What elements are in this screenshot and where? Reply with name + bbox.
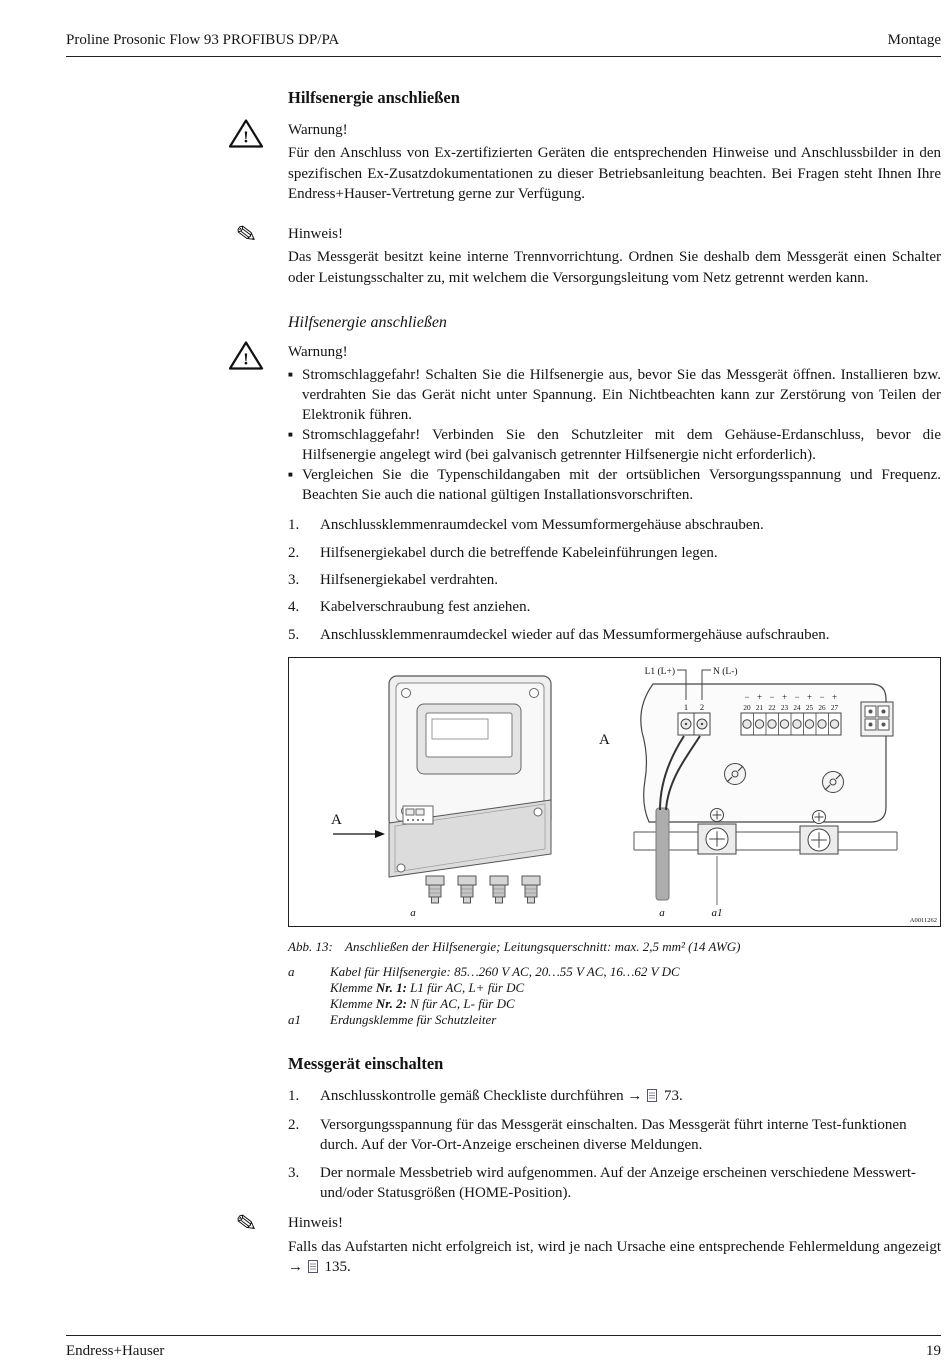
terminal-number: 23 — [780, 703, 789, 712]
terminal-polarity: − — [744, 691, 750, 702]
list-item — [288, 1115, 941, 1156]
step-text: Versorgungsspannung für das Messgerät einschalten. Das Messgerät führt interne Test-funktionen durch. Auf der Vor-Ort-Anzeige erscheinen diverse Meldungen. — [320, 1117, 907, 1154]
page-body — [233, 64, 941, 1279]
cable-glands — [426, 876, 540, 903]
legend-row-a1 — [288, 1012, 941, 1028]
page-footer — [66, 1335, 941, 1360]
n-terminal-label: N (L-) — [713, 666, 738, 677]
list-item — [288, 515, 941, 535]
step-number: 1. — [288, 1087, 300, 1104]
header-chapter: Montage — [887, 32, 941, 48]
step-text: Der normale Messbetrieb wird aufgenommen. Auf der Anzeige erscheinen verschiedene Messwert- und/oder Statusgrößen (HOME-Position). — [320, 1164, 917, 1202]
terminal-polarity: − — [819, 691, 825, 702]
step-text — [320, 1086, 941, 1108]
section-title-hilfsenergie: Hilfsenergie anschließen — [288, 88, 460, 107]
bullet-item: ■ Stromschlaggefahr! Verbinden Sie den Schutzleiter mit dem Gehäuse-Erdanschluss, bevor die Hilfsenergie angelegt wird (bei galvanisch getrennter Hilfsenergie nicht erforderlich). — [288, 425, 941, 465]
list-item — [288, 543, 941, 563]
note-block-2 — [233, 1208, 941, 1279]
svg-text:!: ! — [243, 349, 249, 369]
legend-text: Klemme — [330, 979, 376, 995]
note-text — [288, 1237, 941, 1280]
terminal-polarity: + — [781, 691, 788, 702]
header-doc-title: Proline Prosonic Flow 93 PROFIBUS DP/PA — [66, 32, 340, 48]
terminal-polarity: + — [831, 691, 838, 702]
step-text: Hilfsenergiekabel verdrahten. — [320, 571, 498, 588]
label-a-left: a — [410, 906, 416, 919]
step-text-pre: Anschlusskontrolle gemäß Checkliste durchführen → — [320, 1087, 647, 1104]
legend-line: Erdungsklemme für Schutzleiter — [330, 1011, 497, 1027]
figure-caption-label: Abb. 13: — [288, 938, 333, 954]
terminal-number: 22 — [768, 703, 776, 712]
page-header — [66, 0, 941, 57]
step-number: 3. — [288, 571, 300, 588]
left-transmitter-drawing — [331, 676, 551, 919]
subsection-title-italic: Hilfsenergie anschließen — [288, 314, 447, 332]
step-number: 5. — [288, 626, 300, 643]
step-number: 1. — [288, 517, 300, 534]
warning-text: Für den Anschluss von Ex-zertifizierten Geräten die entsprechenden Hinweise und Anschlussbilder in den spezifischen Ex-Zusatzdokumentationen zu dieser Betriebsanleitung beachten. Bei Fragen steht Ihnen Ihre Endress+Hauser-Vertretung gerne zur Verfügung. — [288, 145, 941, 202]
connection-steps-list — [288, 515, 941, 644]
legend-line — [330, 996, 941, 1012]
pencil-note-icon: ✎ — [233, 218, 259, 251]
footer-page-number: 19 — [926, 1343, 941, 1359]
note-block-1 — [233, 218, 941, 288]
image-code: A0011262 — [909, 916, 937, 924]
legend-row-a — [288, 964, 941, 1012]
terminal-number: 24 — [793, 703, 801, 712]
list-item — [288, 1163, 941, 1204]
note-label: Hinweis! — [288, 226, 343, 243]
figure-abb13 — [288, 657, 941, 927]
step-text: Kabelverschraubung fest anziehen. — [320, 599, 531, 616]
pencil-note-icon: ✎ — [233, 1208, 259, 1240]
label-a1-ground: a1 — [711, 906, 723, 919]
note-text-pre: Falls das Aufstarten nicht erfolgreich ist, wird je nach Ursache eine entsprechende Fehlermeldung angezeigt → — [288, 1238, 941, 1275]
terminal-number: 21 — [755, 703, 764, 712]
warning-block-1 — [243, 120, 941, 204]
terminal-number: 27 — [830, 703, 839, 712]
view-a-label: A — [599, 731, 610, 748]
list-item — [288, 625, 941, 645]
terminal-polarity: + — [806, 691, 813, 702]
step-number: 3. — [288, 1164, 300, 1181]
terminal-number: 20 — [743, 703, 751, 712]
legend-line — [330, 980, 941, 996]
bullet-item: ■ Vergleichen Sie die Typenschildangaben mit der ortsüblichen Versorgungsspannung und Frequenz. Beachten Sie auch die national gültigen Installationsvorschriften. — [288, 465, 941, 505]
step-text: Anschlussklemmenraumdeckel vom Messumformergehäuse abschrauben. — [320, 517, 764, 534]
step-number: 2. — [288, 544, 300, 561]
figure-caption — [288, 939, 941, 955]
warning-label: Warnung! — [288, 344, 348, 361]
step-text: Anschlussklemmenraumdeckel wieder auf das Messumformergehäuse aufschrauben. — [320, 626, 830, 643]
page-reference-icon — [647, 1088, 657, 1108]
warning-block-2 — [243, 342, 941, 505]
legend-key: a — [288, 963, 295, 979]
terminal-polarity: − — [794, 691, 800, 702]
page-reference-number: 135. — [324, 1258, 351, 1275]
legend-text-bold: Nr. 2: — [375, 995, 407, 1011]
footer-company: Endress+Hauser — [66, 1343, 165, 1359]
terminal-number: 26 — [818, 703, 826, 712]
terminal-polarity: − — [769, 691, 775, 702]
terminal-2-label: 2 — [699, 701, 705, 712]
label-a-cable: a — [659, 906, 665, 919]
figure-legend — [288, 964, 941, 1028]
svg-text:!: ! — [243, 127, 249, 147]
terminal-compartment-drawing — [599, 666, 937, 924]
page-reference-icon — [308, 1259, 318, 1279]
warning-bullet-list — [288, 365, 941, 505]
step-number: 4. — [288, 599, 300, 616]
step-text: Hilfsenergiekabel durch die betreffende Kabeleinführungen legen. — [320, 544, 718, 561]
bullet-item: ■ Stromschlaggefahr! Schalten Sie die Hilfsenergie aus, bevor Sie das Messgerät öffnen. Installieren bzw. verdrahten Sie das Gerät nicht unter Spannung. Ein Nichtbeachten kann zur Zerstörung von Teilen der Elektronik führen. — [288, 365, 941, 425]
page-reference-number: 73. — [663, 1087, 683, 1104]
warning-triangle-icon — [226, 340, 266, 376]
step-number: 2. — [288, 1117, 300, 1134]
note-text: Das Messgerät besitzt keine interne Trennvorrichtung. Ordnen Sie deshalb dem Messgerät einen Schalter oder Leistungsschalter zu, mit welchem die Versorgungsleitung vom Netz getrennt werden kann. — [288, 249, 941, 286]
warning-triangle-icon — [226, 118, 266, 154]
legend-key: a1 — [288, 1011, 301, 1027]
list-item — [288, 597, 941, 617]
legend-line: Kabel für Hilfsenergie: 85…260 V AC, 20…55 V AC, 16…62 V DC — [330, 963, 680, 979]
terminal-1-label: 1 — [683, 701, 689, 712]
terminal-polarity: + — [756, 691, 763, 702]
section-title-einschalten: Messgerät einschalten — [288, 1053, 444, 1073]
list-item — [288, 1086, 941, 1108]
legend-text: N für AC, L- für DC — [406, 995, 515, 1011]
legend-text: L1 für AC, L+ für DC — [406, 979, 525, 995]
legend-text-bold: Nr. 1: — [375, 979, 407, 995]
legend-text: Klemme — [330, 995, 376, 1011]
list-item — [288, 570, 941, 590]
figure-caption-text: Anschließen der Hilfsenergie; Leitungsquerschnitt: max. 2,5 mm² (14 AWG) — [345, 938, 741, 954]
terminal-number: 25 — [805, 703, 814, 712]
section-arrow-label: A — [331, 811, 342, 828]
power-on-steps-list — [288, 1086, 941, 1203]
wiring-diagram — [289, 658, 940, 926]
warning-label: Warnung! — [288, 122, 348, 138]
l1-terminal-label: L1 (L+) — [644, 666, 675, 677]
note-label: Hinweis! — [288, 1215, 343, 1232]
